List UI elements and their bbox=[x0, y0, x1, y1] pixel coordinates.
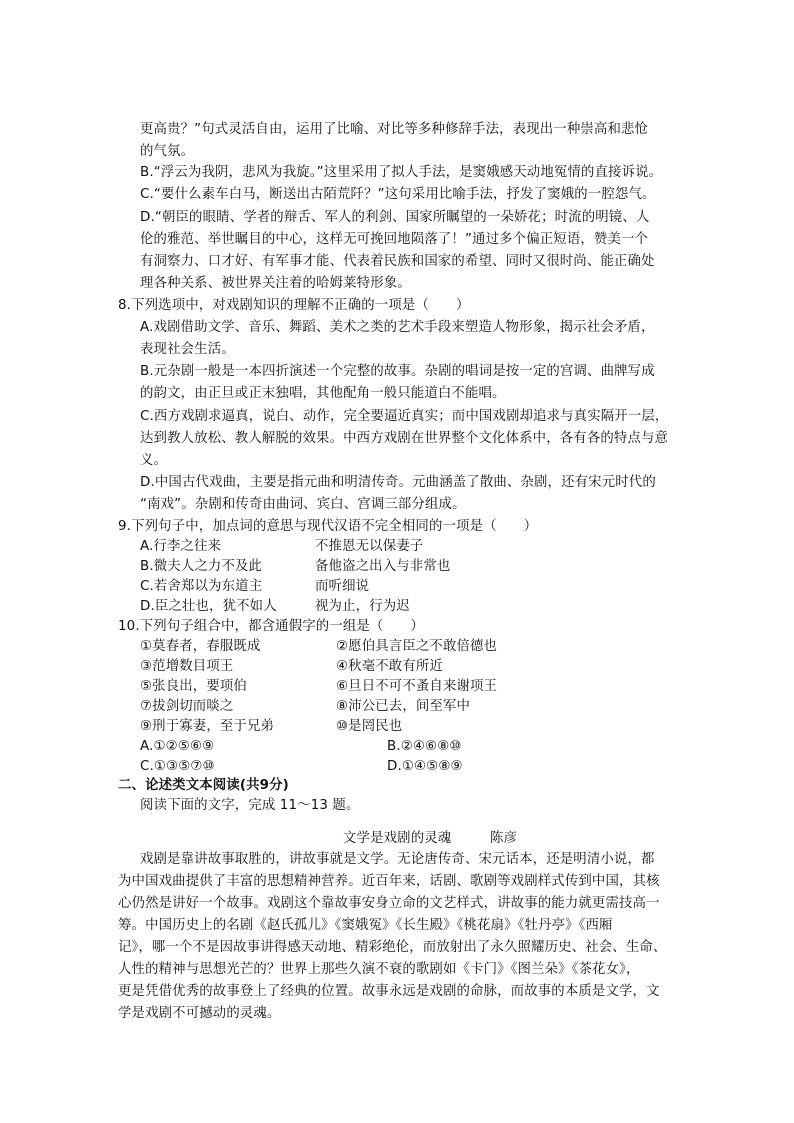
q10-sentence-1: ①莫春者，春服既成 bbox=[140, 639, 261, 654]
article-title: 文学是戏剧的灵魂 bbox=[343, 831, 452, 846]
q10-sentence-4: ④秋毫不敢有所近 bbox=[336, 659, 443, 674]
q9-option-b-second: 备他盗之出入与非常也 bbox=[315, 559, 451, 574]
q10-option-d: D.①④⑤⑧⑨ bbox=[387, 759, 463, 774]
question-10-stem: 10.下列句子组合中，都含通假字的一组是（ ） bbox=[118, 619, 425, 634]
q9-option-c: C.若舍郑以为东道主 bbox=[140, 579, 263, 594]
q9-option-d: D.臣之壮也，犹不如人 bbox=[140, 599, 277, 614]
q9-option-a-second: 不推恩无以保妻子 bbox=[315, 539, 424, 554]
question-8-stem: 8.下列选项中，对戏剧知识的理解不正确的一项是（ ） bbox=[118, 298, 470, 313]
article-paragraph-line-2: 为中国戏曲提供了丰富的思想精神营养。近百年来，话剧、歌剧等戏剧样式传到中国，其核 bbox=[118, 874, 660, 889]
article-author: 陈彦 bbox=[490, 831, 518, 846]
q7-option-c: C.“要什么素车白马，断送出古陌荒阡？”这句采用比喻手法，抒发了窦娥的一腔怨气。 bbox=[140, 187, 656, 202]
q10-sentence-3: ③范增数目项王 bbox=[140, 659, 234, 674]
q10-sentence-10: ⑩是罔民也 bbox=[336, 719, 403, 734]
article-paragraph-line-5: 记》，哪一个不是因故事讲得感天动地、精彩绝伦，而放射出了永久照耀历史、社会、生命、 bbox=[118, 940, 667, 955]
q8-option-c-line-3: 义。 bbox=[140, 453, 168, 468]
article-paragraph-line-7: 更是凭借优秀的故事登上了经典的位置。故事永远是戏剧的命脉，而故事的本质是文学，文 bbox=[118, 984, 660, 999]
q9-option-b: B.微夫人之力不及此 bbox=[140, 559, 263, 574]
q8-option-a-line-1: A.戏剧借助文学、音乐、舞蹈、美术之类的艺术手段来塑造人物形象，揭示社会矛盾， bbox=[140, 320, 655, 335]
q10-sentence-8: ⑧沛公已去，间至军中 bbox=[336, 699, 471, 714]
q10-sentence-7: ⑦拔剑切而啖之 bbox=[140, 699, 234, 714]
q7-option-b: B.“浮云为我阴，悲风为我旋。”这里采用了拟人手法，是窦娥感天动地冤情的直接诉说。 bbox=[140, 165, 663, 180]
q7-option-d-line-2: 伦的雅范、举世瞩目的中心，这样无可挽回地陨落了！”通过多个偏正短语，赞美一个 bbox=[140, 232, 649, 247]
article-paragraph-line-8: 学是戏剧不可撼动的灵魂。 bbox=[118, 1006, 281, 1021]
q10-option-c: C.①③⑤⑦⑩ bbox=[140, 759, 215, 774]
q9-option-a: A.行李之往来 bbox=[140, 539, 222, 554]
q10-sentence-9: ⑨刑于寡妻，至于兄弟 bbox=[140, 719, 275, 734]
q8-option-c-line-2: 达到教人放松、教人解脱的效果。中西方戏剧在世界整个文化体系中，各有各的特点与意 bbox=[140, 431, 669, 446]
q8-option-a-line-2: 表现社会生活。 bbox=[140, 342, 235, 357]
article-paragraph-line-4: 筹。中国历史上的名剧《赵氏孤儿》《窦娥冤》《长生殿》《桃花扇》《牡丹亭》《西厢 bbox=[118, 918, 613, 933]
article-paragraph-line-3: 心仍然是讲好一个故事。戏剧这个靠故事安身立命的文艺样式，讲故事的能力就更需技高一 bbox=[118, 896, 660, 911]
article-paragraph-line-1: 戏剧是靠讲故事取胜的，讲故事就是文学。无论唐传奇、宋元话本，还是明清小说，都 bbox=[140, 852, 655, 867]
q10-option-a: A.①②⑤⑥⑨ bbox=[140, 739, 215, 754]
q8-option-d-line-2: “南戏”。杂剧和传奇由曲词、宾白、宫调三部分组成。 bbox=[140, 497, 466, 512]
q10-option-b: B.②④⑥⑧⑩ bbox=[387, 739, 462, 754]
option-a-continued-line-1: 更高贵？”句式灵活自由，运用了比喻、对比等多种修辞手法，表现出一种崇高和悲怆 bbox=[140, 122, 649, 137]
q7-option-d-line-4: 理各种关系、被世界关注着的哈姆莱特形象。 bbox=[140, 276, 411, 291]
section-2-heading: 二、论述类文本阅读(共9分) bbox=[118, 778, 289, 793]
q8-option-b-line-1: B.元杂剧一般是一本四折演述一个完整的故事。杂剧的唱词是按一定的宫调、曲牌写成 bbox=[140, 364, 655, 379]
q7-option-d-line-3: 有洞察力、口才好、有军事才能、代表着民族和国家的希望、同时又很时尚、能正确处 bbox=[140, 254, 655, 269]
option-a-continued-line-2: 的气氛。 bbox=[140, 144, 195, 159]
q9-option-d-second: 视为止，行为迟 bbox=[315, 599, 410, 614]
q10-sentence-5: ⑤张良出，要项伯 bbox=[140, 679, 247, 694]
q9-option-c-second: 而听细说 bbox=[315, 579, 370, 594]
section-2-instruction: 阅读下面的文字，完成 11～13 题。 bbox=[140, 798, 360, 813]
q8-option-d-line-1: D.中国古代戏曲，主要是指元曲和明清传奇。元曲涵盖了散曲、杂剧，还有宋元时代的 bbox=[140, 475, 656, 490]
question-9-stem: 9.下列句子中，加点词的意思与现代汉语不完全相同的一项是（ ） bbox=[118, 519, 538, 534]
q7-option-d-line-1: D.“朝臣的眼睛、学者的辩舌、军人的利剑、国家所瞩望的一朵娇花；时流的明镜、人 bbox=[140, 210, 650, 225]
q10-sentence-2: ②愿伯具言臣之不敢倍德也 bbox=[336, 639, 498, 654]
q8-option-b-line-2: 的韵文，由正旦或正末独唱，其他配角一般只能道白不能唱。 bbox=[140, 386, 506, 401]
q8-option-c-line-1: C.西方戏剧求逼真，说白、动作，完全要逼近真实；而中国戏剧却追求与真实隔开一层， bbox=[140, 409, 669, 424]
article-paragraph-line-6: 人性的精神与思想光芒的？世界上那些久演不衰的歌剧如《卡门》《图兰朵》《茶花女》， bbox=[118, 962, 640, 977]
q10-sentence-6: ⑥旦日不可不蚤自来谢项王 bbox=[336, 679, 498, 694]
